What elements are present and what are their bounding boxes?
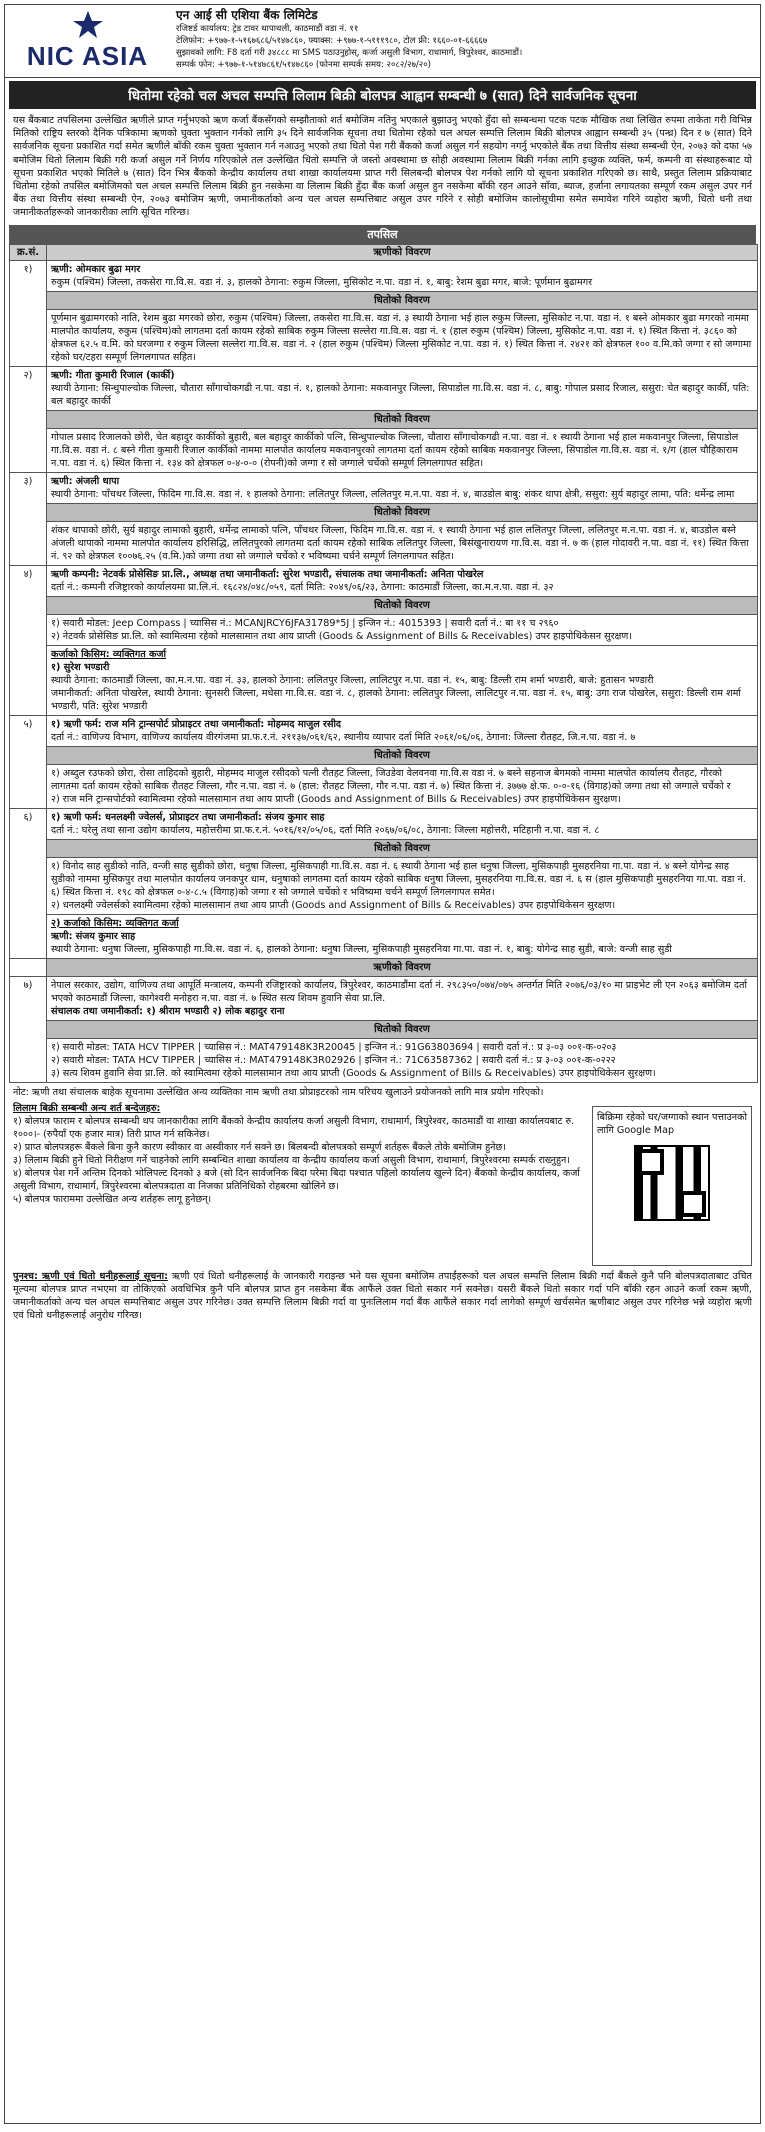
row-sn: ७)	[10, 976, 47, 1082]
collateral-heading: धितोको विवरण	[47, 839, 758, 857]
guarantor-name: १) सुरेश भण्डारी	[51, 661, 110, 673]
borrower-address: स्थायी ठेगाना: सिन्धुपाल्चोक जिल्ला, चौतारा साँगाचोकगढी न.पा. वडा नं. १, हालको ठेगाना: मकवानपुर जिल्ला, सिपाडोल गा.वि.स. वडा नं. ८, बाबु: गोपाल प्रसाद रिजाल, ससुरा: चेत बहादुर कार्की, पति: बल बहादुर कार्की	[51, 382, 750, 407]
borrower-name: ऋणी: गीता कुमारी रिजाल (कार्की)	[51, 369, 175, 381]
row-sn: ४)	[10, 565, 47, 715]
table-row	[10, 565, 758, 596]
loan-type: कर्जाको किसिम: व्यक्तिगत कर्जा	[51, 648, 167, 660]
collateral-item: २) राज मनि ट्रान्सपोर्टको स्वामित्वमा रहेको मालसामान तथा आय प्राप्ती (Goods and Assignment of Bills & Receivables) उपर हाइपोथिकेसन सुरक्षण।	[51, 793, 621, 805]
borrower-name: ऋणी कम्पनी: नेटवर्क प्रोसेसिङ प्रा.लि., अध्यक्ष तथा जमानीकर्ता: सुरेश भण्डारी, संचालक तथा जमानीकर्ता: अनिता पोखरेल	[51, 568, 484, 580]
guarantor-address: स्थायी ठेगाना: धनुषा जिल्ला, मुसिकपाही गा.वि.स. वडा नं. ६, हालको ठेगाना: धनुषा जिल्ला, मुसिकपाही मुसहरनिया गा.पा. वडा नं. १, बाबु: योगेन्द्र साह सुडी, बाजे: वन्जी साह सुडी	[51, 943, 672, 955]
table-row	[10, 260, 758, 291]
bank-info	[170, 5, 760, 77]
borrower-heading: ऋणीको विवरण	[47, 958, 758, 976]
condition-item: ४) बोलपत्र पेश गर्ने अन्तिम दिनको भोलिपल्ट दिनको ३ बजे (सो दिन सार्वजनिक बिदा परेमा बिदा पश्चात पहिलो कार्यालय खुल्ने दिन) बैंकको केन्द्रीय कार्यालय, कर्जा असुली विभाग, राधामार्ग, त्रिपुरेश्वरमा बोलपत्रदाता वा निजका प्रतिनिधिको रोहबरमा खोलिने छ।	[13, 1167, 580, 1192]
borrower-name: १) ऋणी फर्म: राज मनि ट्रान्सपोर्ट प्रोप्राइटर तथा जमानीकर्ता: मोहम्मद माजुल रसीद	[51, 718, 342, 730]
conditions-section	[5, 1102, 760, 1266]
bank-name: एन आई सी एशिया बैंक लिमिटेड	[176, 8, 318, 22]
collateral-item: २) सवारी मोडल: TATA HCV TIPPER | च्यासिस नं.: MAT479148K3R02926 | इन्जिन नं.: 71C63587362 | सवारी दर्ता नं.: प्र ३-०३ ००१-क-०२२२	[51, 1054, 616, 1066]
collateral-detail: शंकर थापाको छोरी, सुर्य बहादुर लामाको बुहारी, धर्मेन्द्र लामाको पत्नि, पाँचथर जिल्ला, फिदिम गा.वि.स. वडा नं. १ स्थायी ठेगाना भई हाल ललितपुर जिल्ला, ललितपुर म.न.पा. वडा नं. ४, बाउडोल बस्ने अंजली थापाको नाममा मालपोत कार्यालय हरिसिद्धि, ललितपुरको लागतमा दर्ता कायम रहेको साबिक ललितपुर जिल्ला, बिसंखुनारायण गा.वि.स. वडा नं. ७ क (हाल गोदावरी न.पा. वडा नं. ११) स्थित कित्ता नं. ९२ को क्षेत्रफल १००७६.२५ (व.मि.)को जग्गा तथा सो जग्गाले चर्चेको र भविष्यमा चर्चने सम्पूर्ण लिगलगापत सहित।	[47, 521, 758, 565]
borrower-table	[9, 244, 758, 1083]
table-row	[10, 366, 758, 410]
table-row	[10, 472, 758, 503]
collateral-heading: धितोको विवरण	[47, 746, 758, 764]
retender-title: पुनश्च: ऋणी एवं धितो धनीहरूलाई सूचना:	[13, 1270, 168, 1282]
collateral-detail: गोपाल प्रसाद रिजालको छोरी, चेत बहादुर कार्कीको बुहारी, बल बहादुर कार्कीको पत्नि, सिन्धुपाल्चोक जिल्ला, चौतारा साँगाचोकगढी न.पा. वडा नं. १ स्थायी ठेगाना भई हाल मकवानपुर जिल्ला, सिपाडोल गा.वि.स. वडा नं. ८ बस्ने गीता कुमारी रिजाल कार्कीको नाममा मालपोत कार्यालय मकवानपुरको लागतमा दर्ता कायम रहेको साबिक मकवानपुर जिल्ला, सिपाडोल गा.वि.स. वडा नं. १/ग (हाल चौहिकाराम न.पा. वडा नं. ६) स्थित कित्ता नं. १३४ को क्षेत्रफल ०-४-०-० (रोपनी)को जग्गा र सो जग्गाले चर्चेको सम्पूर्ण लिगलगापत सहित।	[47, 428, 758, 472]
borrower-address: रुकुम (पश्चिम) जिल्ला, तकसेरा गा.वि.स. वडा नं. ३, हालको ठेगाना: रुकुम जिल्ला, मुसिकोट न.पा. वडा नं. १, बाबु: रेशम बुढा मगर, बाजे: पूर्णमान बुढामगर	[51, 276, 593, 288]
row-sn-blank	[10, 958, 47, 976]
bank-contact: सम्पर्क फोन: +९७७-१-५१४७८६१/५१४७८६० (फोनमा सम्पर्क समय: २०८२/२७/२०)	[176, 60, 431, 70]
table-row	[10, 808, 758, 839]
collateral-item: १) सवारी मोडल: Jeep Compass | च्यासिस नं.: MCANJRCY6JFA31789*5J | इन्जिन नं.: 4015393 | सवारी दर्ता नं.: बा ११ च २९६०	[51, 617, 559, 629]
notice-intro: यस बैंकबाट तपसिलमा उल्लेखित ऋणीले प्राप्त गर्नुभएको ऋण कर्जा बैंकसँगको सम्झौताको शर्त बमोजिम नतिनु भएकाले बुझाउनु भएको हुँदा सो सम्बन्धमा पटक पटक मौखिक तथा लिखित रुपमा ताकेता गरी विभिन्न मितिको राष्ट्रिय स्तरको दैनिक पत्रिकामा ऋणको चुक्ता भुक्तान गर्नको लागि ३५ दिने सार्वजनिक सूचना तथा धितोमा रहेको चल अचल सम्पत्ति लिलाम बिक्री बोलपत्र आह्वान सम्बन्धी ३५ (पन्ध्र) दिन र ७ (सात) दिने सार्वजनिक सूचना प्रकाशित गर्दा समेत ऋणीले बाँकी रकम चुक्ता भुक्तान गर्न नआउनु भएको तथा धितो पेश गरी बैंकको कर्जा असुल गर्न सहयोग नगर्नु भएकोले बैंक तथा वित्तीय संस्था सम्बन्धी ऐन, २०७३ को दफा ५७ बमोजिम धितो लिलाम बिक्री गरी कर्जा असुल गर्ने निर्णय गरिएकोले तल उल्लेखित धितो सम्पत्ति जे जस्तो अवस्थामा छ सोही अवस्थामा लिलाम बिक्री गर्नका लागि इच्छुक व्यक्ति, फर्म, कम्पनी वा संस्थाहरूबाट यो सूचना प्रकाशित भएको मितिले ७ (सात) दिन भित्र बैंकको केन्द्रीय कार्यालय तथा शाखा कार्यालयमा प्राप्त गरी सिलबन्दी बोलपत्र पेश गर्नको लागि यो सूचना प्रकाशित गरिएको छ। साथै, प्रस्तुत लिलाम प्रक्रियाबाट धितोमा रहेको तपसिल बमोजिमको चल अचल सम्पत्ति लिलाम बिक्री हुन नसकेमा वा लिलाम बिक्री हुँदा बैंक कर्जा असुल हुन नसकेमा बाँकी रहन आउने साँवा, ब्याज, हर्जाना लगायतका सम्पूर्ण रकम असुल उपर गर्न बैंक तथा वित्तीय संस्था सम्बन्धी ऐन, २०७३ बमोजिम ऋणी, जमानीकर्ताको अन्य चल अचल सम्पत्तिबाट असुल उपर गरिने र सोही बमोजिम कालोसूचीमा समेत समावेश गरिने व्यहोरा ऋणी, धितो धनी तथा जमानीकर्ताहरूको जानकारीका लागि सूचित गरिन्छ।	[13, 115, 752, 219]
qr-box	[592, 1106, 752, 1266]
row-sn: ३)	[10, 472, 47, 565]
condition-item: १) बोलपत्र फाराम र बोलपत्र सम्बन्धी थप जानकारीका लागि बैंकको केन्द्रीय कार्यालय कर्जा असुली विभाग, राधामार्ग, त्रिपुरेश्वर, काठमाडौं वा शाखा कार्यालयबाट रु. १०००।- (रुपैयाँ एक हजार मात्र) तिरी प्राप्त गर्न सकिनेछ।	[13, 1115, 575, 1140]
row-sn: १)	[10, 260, 47, 366]
notice-title: धितोमा रहेको चल अचल सम्पत्ति लिलाम बिक्री बोलपत्र आह्वान सम्बन्धी ७ (सात) दिने सार्वजनिक सूचना	[9, 81, 756, 109]
conditions-list	[13, 1102, 584, 1266]
borrower-address: दर्ता नं.: घरेलु तथा साना उद्योग कार्यालय, महोत्तरीमा प्रा.फ.र.नं. ५०१६/१२/०५/०६, दर्ता मिति २०६७/०६/०८, ठेगाना: जिल्ला महोत्तरी, मटिहानी न.पा. वडा नं. ८	[51, 824, 600, 836]
col-sn: क्र.सं.	[10, 244, 47, 260]
notice-page	[4, 4, 761, 2124]
footnote: नोट: ऋणी तथा संचालक बाहेक सूचनामा उल्लेखित अन्य व्यक्तिका नाम ऋणी तथा प्रोप्राइटरको नाम परिचय खुलाउने प्रयोजनको लागि मात्र प्रयोग गरिएको।	[13, 1086, 544, 1098]
borrower-name: ऋणी: ओमकार बुढा मगर	[51, 263, 141, 275]
conditions-title: लिलाम बिक्री सम्बन्धी अन्य शर्त बन्देजहरु:	[13, 1102, 161, 1114]
guarantor-extra: जमानीकर्ता: अनिता पोखरेल, स्थायी ठेगाना: सुनसरी जिल्ला, मधेसा गा.वि.स. वडा नं. ८, हालको ठेगाना: ललितपुर जिल्ला, लालिटपुर न.पा. वडा नं. १५, बाबु: उगा राज पोखरेल, ससुरा: डिल्ली राम शर्मा भण्डारी, पति: सुरेश भण्डारी	[51, 687, 741, 712]
table-row	[10, 976, 758, 1020]
bank-logo	[5, 5, 170, 77]
condition-item: ५) बोलपत्र फाराममा उल्लेखित अन्य शर्तहरू लागू हुनेछन्।	[13, 1193, 212, 1205]
row-sn: ५)	[10, 715, 47, 808]
qr-code-icon[interactable]	[634, 1145, 710, 1221]
collateral-item: १) विनोद साह सुडीको नाति, वन्जी साह सुडीको छोरा, धनुषा जिल्ला, मुसिकपाही गा.वि.स. वडा नं. ६ स्थायी ठेगाना भई हाल धनुषा जिल्ला, मुसिकपाही मुसहरनिया गा.पा. वडा नं. ४ बस्ने योगेन्द्र साह सुडीको नाममा मुसिकपुर तथा मालपोत कार्यालय जनकपुर धाम, धनुषाको लागतमा दर्ता कायम रहेको साबिक धनुषा जिल्ला, मुसहरनिया गा.वि.स. वडा नं. ६ स (हाल मुसिकपाही मुसहरनिया गा.पा. वडा नं. ६) स्थित कित्ता नं. १९८ को क्षेत्रफल ०-४-८.५ (विगाह)को जग्गा र सो जग्गाले चर्चेको र भविष्यमा चर्चने सम्पूर्ण लिगलगापत समेत।	[51, 860, 746, 898]
borrower-address: स्थायी ठेगाना: पाँचथर जिल्ला, फिदिम गा.वि.स. वडा नं. १ हालको ठेगाना: ललितपुर जिल्ला, ललितपुर म.न.पा. वडा नं. ४, बाउडोल बाबु: शंकर थापा क्षेत्री, ससुरा: सुर्य बहादुर लामा, पति: धर्मेन्द्र लामा	[51, 488, 735, 500]
collateral-item: २) नेटवर्क प्रोसेसिङ प्रा.लि. को स्वामित्वमा रहेको मालसामान तथा आय प्राप्ती (Goods & Assignment of Bills & Receivables) उपर हाइपोथिकेसन सुरक्षण।	[51, 630, 632, 642]
bank-address: रजिष्टर्ड कार्यालय: ट्रेड टावर थापाथली, काठमाडौं वडा नं. ११	[176, 24, 359, 34]
star-logo-icon	[71, 11, 105, 39]
collateral-heading: धितोको विवरण	[47, 503, 758, 521]
bank-phone: टेलिफोन: +९७७-१-५१६७६८६/५१४७८६०, फ्याक्स: +९७७-१-५१११९८०, टोल फ्री: १६६०-०१-६६६६७	[176, 36, 488, 46]
col-detail: ऋणीको विवरण	[47, 244, 758, 260]
borrower-name: १) ऋणी फर्म: धनलक्ष्मी ज्वेलर्स, प्रोप्राइटर तथा जमानीकर्ता: संजय कुमार साह	[51, 811, 325, 823]
table-row	[10, 715, 758, 746]
collateral-heading: धितोको विवरण	[47, 291, 758, 309]
guarantor-address: स्थायी ठेगाना: काठमाडौं जिल्ला, का.म.न.पा. वडा नं. ३३, हालको ठेगाना: ललितपुर जिल्ला, लालिटपुर न.पा. वडा नं. १५, बाबु: डिल्ली राम शर्मा भण्डारी, बाजे: हुतासन भण्डारी	[51, 674, 654, 686]
loan-type: २) कर्जाको किसिम: व्यक्तिगत कर्जा	[51, 917, 179, 929]
qr-caption: बिक्रिमा रहेको घर/जग्गाको स्थान पत्ताउनको लागि Google Map	[597, 1111, 747, 1136]
collateral-heading: धितोको विवरण	[47, 410, 758, 428]
borrower-address: संचालक तथा जमानीकर्ता: १) श्रीराम भण्डारी २) लोक बहादुर राना	[51, 1005, 285, 1017]
borrower-name: ऋणी: अंजली थापा	[51, 475, 120, 487]
condition-item: ३) लिलाम बिक्री हुने धितो निरीक्षण गर्ने चाहनेको लागि सम्बन्धित शाखा कार्यालय वा केन्द्रीय कार्यालय कर्जा असुली विभाग, राधामार्ग, त्रिपुरेश्वरमा सम्पर्क राख्नुहुन।	[13, 1154, 570, 1166]
retender-section	[5, 1266, 760, 1326]
collateral-item: १) सवारी मोडल: TATA HCV TIPPER | च्यासिस नं.: MAT479148K3R20045 | इन्जिन नं.: 91G63803694 | सवारी दर्ता नं.: प्र ३-०३ ००१-क-०२०३	[51, 1041, 617, 1053]
borrower-name: नेपाल सरकार, उद्योग, वाणिज्य तथा आपूर्ति मन्त्रालय, कम्पनी रजिष्ट्रारको कार्यालय, त्रिपुरेश्वर, काठमाडौंमा दर्ता नं. २९८३५०/०७४/०७५ अन्तर्गत मिति २०७६/०३/१० मा प्राइभेट ली एन २०६३ बमोजिम दर्ता भएको काठमाडौं जिल्ला, कागेश्वरी मनोहरा न.पा. वडा नं. ७ स्थित सत्य शिवम हुवानि सेवा प्रा.लि.	[51, 979, 747, 1004]
bank-header	[5, 5, 760, 78]
borrower-address: दर्ता नं.: कम्पनी रजिष्ट्रारको कार्यालयमा प्रा.लि.नं. १६८२४/०४८/०५९, दर्ता मिति: २०४९/०६/२३, ठेगाना: काठमाडौं जिल्ला, का.म.न.पा. वडा नं. ३२	[51, 581, 554, 593]
bank-sms: सुझावको लागि: F8 दर्ता गरी ३४८८८ मा SMS पठाउनुहोस्, कर्जा असुली विभाग, राधामार्ग, त्रिपुरेश्वर, काठमाडौं।	[176, 48, 523, 58]
collateral-item: २) धनलक्ष्मी ज्वेलर्सको स्वामित्वमा रहेको मालसामान तथा आय प्राप्ती (Goods and Assignment of Bills & Receivables) उपर हाइपोथिकेसन सुरक्षण।	[51, 899, 616, 911]
collateral-detail: पूर्णमान बुढामगरको नाति, रेशम बुढा मगरको छोरा, रुकुम (पश्चिम) जिल्ला, तकसेरा गा.वि.स. वडा नं. ३ स्थायी ठेगाना भई हाल रुकुम जिल्ला, मुसिकोट न.पा. वडा नं. १ बस्ने ओमकार बुढा मगरको नाममा मालपोत कार्यालय, रुकुम (पश्चिम)को लागतमा दर्ता कायम रहेको साबिक रुकुम जिल्ला सल्लेरा गा.वि.स. वडा नं. १ (हाल रुकुम (पश्चिम) जिल्ला, मुसिकोट न.पा. वडा नं. १) स्थित कित्ता नं. ३८६० को क्षेत्रफल ६२.५ व.मि. को घरजग्गा र रुकुम जिल्ला सल्लेरा गा.वि.स. वडा नं. २ (हाल रुकुम (पश्चिम) जिल्ला मुसिकोट न.पा. वडा नं. १) स्थित कित्ता नं. २४२१ को क्षेत्रफल १०० व.मि.को जग्गा र सो जग्गामा रहेको घर/टहरा सम्पूर्ण लिगलगापत सहित।	[47, 309, 758, 366]
guarantor-name: ऋणी: संजय कुमार साह	[51, 930, 136, 942]
collateral-heading: धितोको विवरण	[47, 1020, 758, 1038]
collateral-item: ३) सत्य शिवम हुवानि सेवा प्रा.लि. को स्वामित्वमा रहेको मालसामान तथा आय प्राप्ती (Goods & Assignment of Bills & Receivables) उपर हाइपोथिकेसन सुरक्षण।	[51, 1067, 656, 1079]
collateral-heading: धितोको विवरण	[47, 596, 758, 614]
row-sn: २)	[10, 366, 47, 472]
tapsil-heading: तपसिल	[9, 225, 756, 244]
logo-text: NIC ASIA	[26, 40, 149, 71]
retender-text: ऋणी एवं धितो धनीहरूलाई के जानकारी गराइन्छ भने यस सूचना बमोजिम तपाईंहरूको चल अचल सम्पत्ति लिलाम बिक्री गर्दा बैंकले कुनै पनि बोलपत्रदाताबाट उचित मूल्यमा बोलपत्र प्राप्त नभएमा वा तोकिएको अवधिभित्र कुनै पनि बोलपत्र प्राप्त हुन नसकेमा बैंक आफैंले उक्त धितो सकार गर्न सक्नेछ। यसरी बैंकले धितो सकार गर्दा पनि बाँकी रहन आउने कर्जा रकम ऋणी, जमानीकर्ताको अन्य चल अचल सम्पत्तिबाट असुल उपर गरिनेछ। उक्त सम्पत्ति लिलाम बिक्री गर्दा वा पुनःलिलाम गर्दा बैंक आफैंले सकार गर्दा लागेको सम्पूर्ण खर्चसमेत ऋणीबाट असुल उपर गरिनेछ भन्ने व्यहोरा ऋणी एवं धितो धनीहरूलाई अनुरोध गरिन्छ।	[13, 1270, 752, 1321]
borrower-address: दर्ता नं.: वाणिज्य विभाग, वाणिज्य कार्यालय वीरगंजमा प्रा.फ.र.नं. २११३७/०६१/६२, स्थानीय व्यापार दर्ता मिति २०६१/०६/०६, ठेगाना: जिल्ला रौतहट, जि.न.पा. वडा नं. ७	[51, 731, 636, 743]
collateral-item: १) अब्दुल रउफको छोरा, रोसा ताहिदको बुहारी, मोहम्मद माजुल रसीदको पत्नी रौतहट जिल्ला, जिउडेवा वेलवनवा गा.वि.स वडा नं. ७ बस्ने सहनाज बेगमको नाममा मालपोत कार्यालय रौतहट, गौरको लागतमा दर्ता कायम रहेको साबिक रौतहट जिल्ला, गौर न.पा. वडा नं. ७ (हाल: रौतहट जिल्ला, गौर न.पा. वडा नं. ७) स्थित कित्ता नं. ३७७७ क्षे.फ. ०-०-१६ (विगाह)को जग्गा तथा सो जग्गाले चर्चेको र	[51, 767, 731, 792]
condition-item: २) प्राप्त बोलपत्रहरू बैंकले बिना कुनै कारण स्वीकार वा अस्वीकार गर्न सक्ने छ। बिलबन्दी बोलपत्रको सम्पूर्ण शर्तहरू बैंकले तोके बमोजिम हुनेछ।	[13, 1141, 506, 1153]
row-sn: ६)	[10, 808, 47, 958]
